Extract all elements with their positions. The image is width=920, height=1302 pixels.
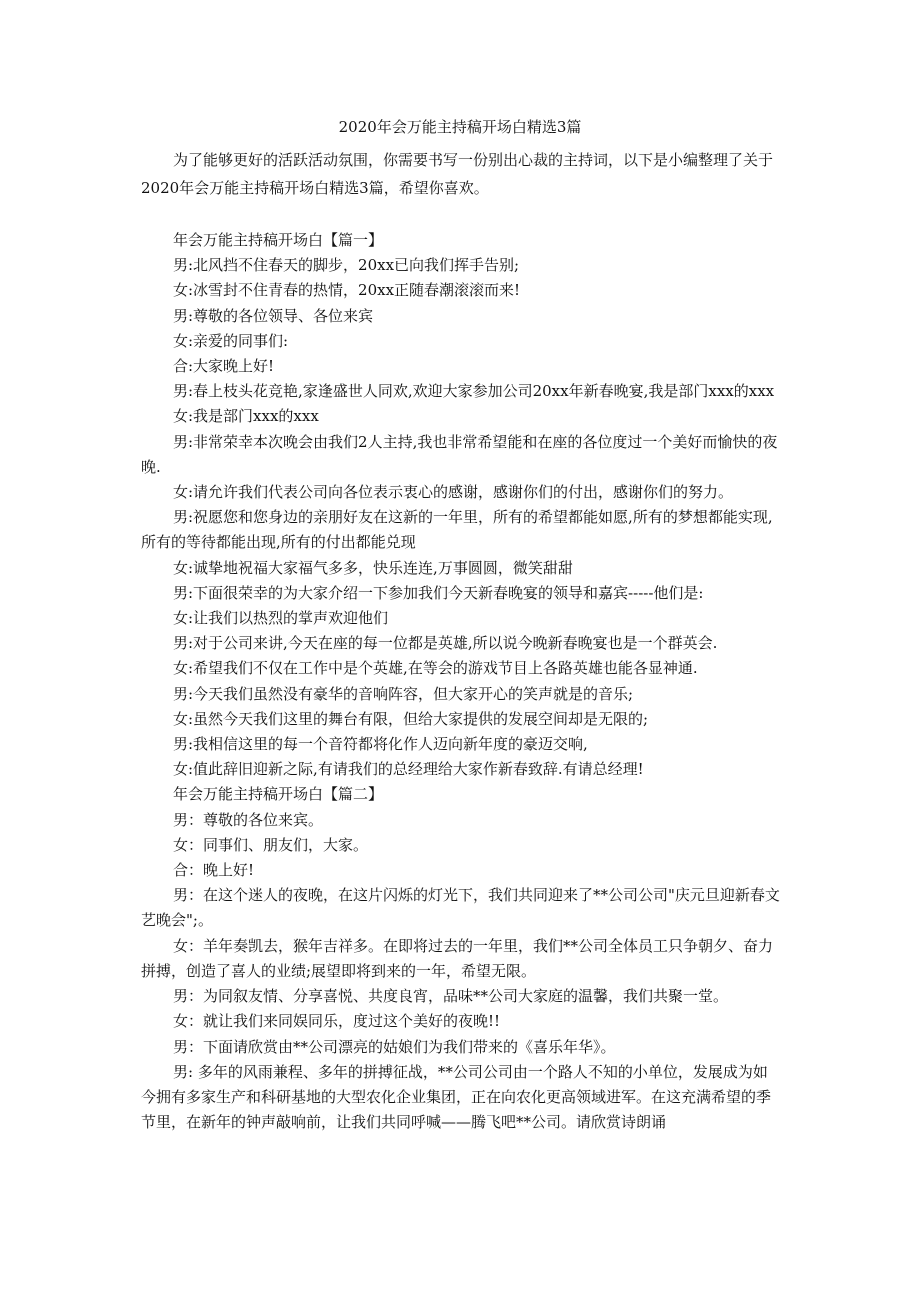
intro-paragraph: 为了能够更好的活跃活动氛围，你需要书写一份别出心裁的主持词，以下是小编整理了关于2020年会万能主持稿开场白精选3篇，希望你喜欢。 <box>141 151 774 197</box>
dialogue-line: 女：同事们、朋友们，大家。 <box>173 835 369 854</box>
dialogue-line: 男:对于公司来讲,今天在座的每一位都是英雄,所以说今晚新春晚宴也是一个群英会. <box>173 634 718 653</box>
dialogue-line: 女:我是部门xxx的xxx <box>173 407 319 426</box>
dialogue-line: 女:冰雪封不住青春的热情，20xx正随春潮滚滚而来! <box>173 281 521 300</box>
dialogue-line: 女:请允许我们代表公司向各位表示衷心的感谢，感谢你们的付出，感谢你们的努力。 <box>173 483 734 502</box>
dialogue-line: 合:大家晚上好! <box>173 357 275 376</box>
dialogue-line: 女:亲爱的同事们: <box>173 331 289 350</box>
dialogue-line: 男：为同叙友情、分享喜悦、共度良宵，品味**公司大家庭的温馨，我们共聚一堂。 <box>173 987 729 1006</box>
dialogue-line: 女:诚挚地祝福大家福气多多，快乐连连,万事圆圆，微笑甜甜 <box>173 558 573 577</box>
dialogue-line: 女:希望我们不仅在工作中是个英雄,在等会的游戏节目上各路英雄也能各显神通. <box>173 659 698 678</box>
dialogue-line: 女:让我们以热烈的掌声欢迎他们 <box>173 609 389 628</box>
dialogue-line: 男：在这个迷人的夜晚，在这片闪烁的灯光下，我们共同迎来了**公司公司"庆元旦迎新春文艺晚会";。 <box>141 886 780 930</box>
dialogue-line: 男:今天我们虽然没有豪华的音响阵容，但大家开心的笑声就是的音乐; <box>173 684 634 703</box>
dialogue-line: 男:下面很荣幸的为大家介绍一下参加我们今天新春晚宴的领导和嘉宾-----他们是: <box>173 583 704 602</box>
dialogue-line: 女:值此辞旧迎新之际,有请我们的总经理给大家作新春致辞.有请总经理! <box>173 760 644 779</box>
dialogue-line: 女：羊年奏凯去，猴年吉祥多。在即将过去的一年里，我们**公司全体员工只争朝夕、奋力拼搏，创造了喜人的业绩;展望即将到来的一年，希望无限。 <box>141 936 774 980</box>
dialogue-line: 男:春上枝头花竞艳,家逢盛世人同欢,欢迎大家参加公司20xx年新春晚宴,我是部门xxx的xxx <box>173 382 775 401</box>
document-body <box>141 146 781 1135</box>
dialogue-line: 男:祝愿您和您身边的亲朋好友在这新的一年里，所有的希望都能如愿,所有的梦想都能实现,所有的等待都能出现,所有的付出都能兑现 <box>141 508 773 552</box>
dialogue-line: 男:非常荣幸本次晚会由我们2人主持,我也非常希望能和在座的各位度过一个美好而愉快的夜晚. <box>141 432 778 476</box>
dialogue-line: 男:我相信这里的每一个音符都将化作人迈向新年度的豪迈交响, <box>173 735 588 754</box>
dialogue-line: 女：就让我们来同娱同乐，度过这个美好的夜晚!! <box>173 1012 501 1031</box>
dialogue-line: 合：晚上好! <box>173 861 255 880</box>
dialogue-line: 男：下面请欣赏由**公司漂亮的姑娘们为我们带来的《喜乐年华》。 <box>173 1037 616 1056</box>
dialogue-line: 男:北风挡不住春天的脚步，20xx已向我们挥手告别; <box>173 256 520 275</box>
section-heading-2: 年会万能主持稿开场白【篇二】 <box>173 785 384 804</box>
section-heading-1: 年会万能主持稿开场白【篇一】 <box>173 231 384 249</box>
dialogue-line: 男: 多年的风雨兼程、多年的拼搏征战，**公司公司由一个路人不知的小单位，发展成为如今拥有多家生产和科研基地的大型农化企业集团，正在向农化更高领域进军。在这充满希望的季节里，在新年的钟声敲响前，让我们共同呼喊——腾飞吧**公司。请欣赏诗朗诵 <box>141 1062 772 1132</box>
dialogue-line: 男:尊敬的各位领导、各位来宾 <box>173 306 374 325</box>
dialogue-line: 女:虽然今天我们这里的舞台有限，但给大家提供的发展空间却是无限的; <box>173 709 649 728</box>
document-title: 2020年会万能主持稿开场白精选3篇 <box>338 118 582 136</box>
dialogue-line: 男：尊敬的各位来宾。 <box>173 810 324 829</box>
